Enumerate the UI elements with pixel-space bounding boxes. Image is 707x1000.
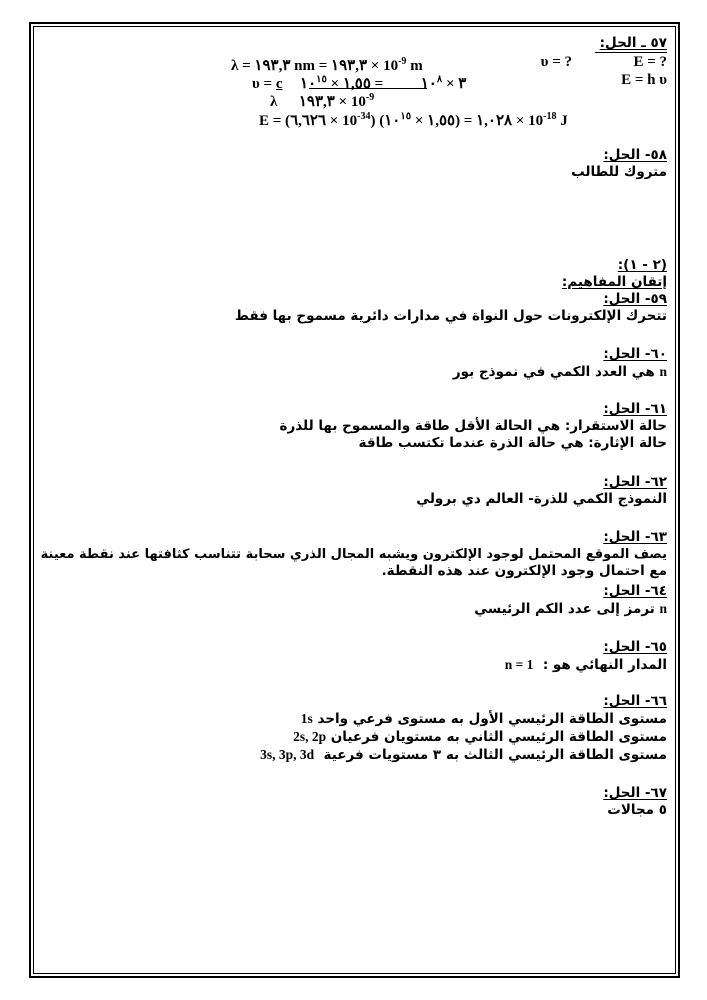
q64-text: n ترمز إلى عدد الكم الرئيسي <box>474 601 667 617</box>
q57-heading: ٥٧ ـ الحل: <box>599 35 667 51</box>
q57-unknown-E-rule <box>595 52 667 53</box>
q58-text: متروك للطالب <box>571 164 667 180</box>
q66-line-3: مستوى الطاقة الرئيسي الثالث به ٣ مستويات فرعية 3s, 3p, 3d <box>260 747 667 763</box>
q63-heading: ٦٣- الحل: <box>603 529 667 545</box>
q61-heading: ٦١- الحل: <box>603 401 667 417</box>
section-title: إتقان المفاهيم: <box>561 274 667 290</box>
q64-block <box>47 583 667 618</box>
q57-nu-denominator: λ ١٩٣,٣ × $10^{-9}$ <box>270 92 375 110</box>
q65-heading: ٦٥- الحل: <box>603 639 667 655</box>
section-number: (٢ - ١): <box>617 257 667 273</box>
q57-E-formula: E = h υ <box>621 72 667 88</box>
q59-heading: ٥٩- الحل: <box>603 291 667 307</box>
q62-heading: ٦٢- الحل: <box>603 474 667 490</box>
q66-heading: ٦٦- الحل: <box>603 693 667 709</box>
q59-text: تتحرك الإلكترونات حول النواة في مدارات دائرية مسموح بها فقط <box>234 308 667 324</box>
q63-line-2: مع احتمال وجود الإلكترون عند هذه النقطة. <box>381 563 667 579</box>
q57-given-lambda: λ = ١٩٣,٣ nm = ١٩٣,٣ × $10^{-9}$ m <box>231 56 423 74</box>
q63-line-1: يصف الموقع المحتمل لوجود الإلكترون ويشبه المجال الذري سحابة تتناسب كثافتها عند نقطة معينة <box>40 547 667 562</box>
q62-text: النموذج الكمي للذرة- العالم دي برولي <box>416 491 667 507</box>
q66-line-1: مستوى الطاقة الرئيسي الأول به مستوى فرعي واحد 1s <box>300 711 667 727</box>
q60-block <box>47 346 667 381</box>
q60-text: n هي العدد الكمي في نموذج بور <box>452 364 667 380</box>
q60-heading: ٦٠- الحل: <box>603 346 667 362</box>
q61-block <box>47 401 667 452</box>
q65-text: المدار النهائي هو : n = 1 <box>504 657 667 673</box>
q57-nu-equation: υ = c ٣ × $١٠^٨$ = ١,٥٥ × $١٠^{١٥}$ <box>252 74 467 92</box>
answer-sheet <box>40 35 667 965</box>
section-block <box>47 257 667 291</box>
q66-block <box>47 693 667 764</box>
q57-block <box>47 35 667 52</box>
q58-block <box>47 147 667 181</box>
q57-unknown-E: E = ? <box>633 54 667 70</box>
q63-block <box>40 529 667 580</box>
q62-block <box>47 474 667 508</box>
q61-line-1: حالة الاستقرار: هي الحالة الأقل طاقة والمسموح بها للذرة <box>279 418 667 434</box>
q64-heading: ٦٤- الحل: <box>603 583 667 599</box>
q57-E-calculation: E = (٦,٦٢٦ × $10^{-34}$) (١,٥٥ × $١٠^{١٥}$ ) = ١,٠٢٨ × $10^{-18}$ J <box>259 111 568 129</box>
q67-block <box>47 785 667 819</box>
q59-block <box>47 291 667 325</box>
q66-line-2: مستوى الطاقة الرئيسي الثاني به مستويان فرعيان 2s, 2p <box>293 729 667 745</box>
q65-block <box>47 639 667 674</box>
q57-unknown-nu: υ = ? <box>540 54 572 70</box>
q61-line-2: حالة الإثارة: هي حالة الذرة عندما تكتسب طاقة <box>358 435 667 451</box>
q67-heading: ٦٧- الحل: <box>603 785 667 801</box>
q58-heading: ٥٨- الحل: <box>603 147 667 163</box>
q67-text: ٥ مجالات <box>607 802 667 818</box>
